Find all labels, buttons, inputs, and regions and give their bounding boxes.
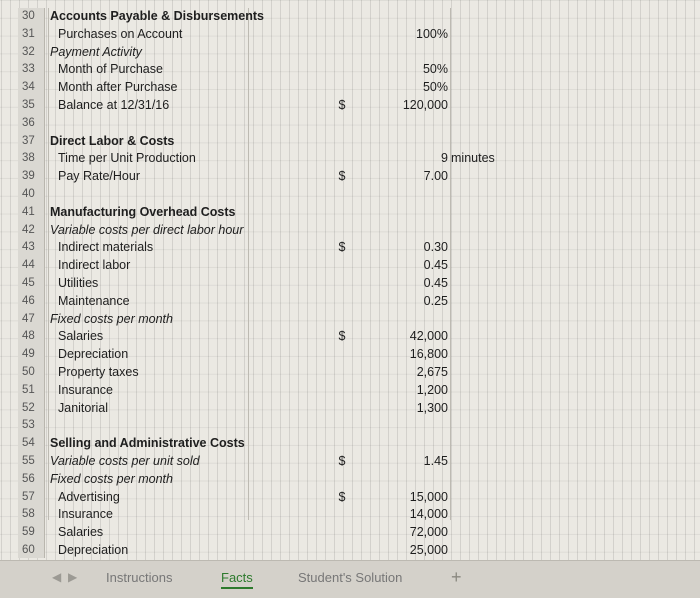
row-number[interactable]: 36 — [22, 116, 35, 129]
value-cell[interactable]: 50% — [422, 62, 448, 77]
add-sheet-icon[interactable]: + — [451, 567, 462, 587]
row-number[interactable]: 57 — [22, 490, 35, 503]
tab-instructions[interactable]: Instructions — [106, 570, 173, 585]
row-label-cell[interactable]: Depreciation — [58, 347, 129, 362]
table-row — [0, 346, 700, 364]
row-number[interactable]: 55 — [22, 455, 35, 467]
row-number[interactable]: 60 — [22, 544, 35, 556]
table-row — [0, 239, 700, 257]
next-sheet-icon[interactable]: ▶ — [68, 570, 78, 584]
row-label-cell[interactable]: Advertising — [58, 489, 120, 504]
row-number[interactable]: 50 — [22, 366, 35, 378]
value-cell[interactable]: 25,000 — [409, 543, 448, 557]
table-row — [0, 471, 700, 489]
row-label-cell[interactable]: Payment Activity — [50, 44, 142, 59]
currency-cell[interactable]: $ — [338, 454, 346, 468]
value-cell[interactable]: 15,000 — [409, 489, 448, 504]
table-row — [0, 133, 700, 151]
row-label-cell[interactable]: Fixed costs per month — [50, 471, 173, 486]
value-cell[interactable]: 1,300 — [416, 400, 448, 415]
row-label-cell[interactable]: Variable costs per direct labor hour — [50, 222, 244, 237]
table-row — [0, 382, 700, 400]
row-label-cell[interactable]: Fixed costs per month — [50, 311, 173, 326]
table-row — [0, 400, 700, 418]
table-row — [0, 115, 700, 133]
table-row — [0, 275, 700, 293]
row-number[interactable]: 43 — [22, 241, 35, 254]
row-label-cell[interactable]: Purchases on Account — [58, 26, 183, 41]
table-row — [0, 79, 700, 97]
row-number[interactable]: 52 — [22, 401, 35, 414]
value-cell[interactable]: 100% — [416, 26, 448, 41]
row-number[interactable]: 34 — [22, 81, 35, 94]
value-cell[interactable]: 0.30 — [423, 240, 448, 255]
row-number[interactable]: 32 — [22, 45, 35, 58]
table-row — [0, 435, 700, 453]
value-cell[interactable]: 72,000 — [409, 525, 448, 540]
currency-cell[interactable]: $ — [338, 169, 346, 184]
row-label-cell[interactable]: Month of Purchase — [58, 62, 163, 77]
value-cell[interactable]: 1.45 — [423, 454, 448, 468]
row-label-cell[interactable]: Insurance — [58, 507, 113, 522]
row-label-cell[interactable]: Janitorial — [58, 400, 109, 415]
row-number[interactable]: 37 — [22, 134, 35, 147]
table-row — [0, 8, 700, 26]
value-cell[interactable]: 0.45 — [423, 276, 448, 290]
currency-cell[interactable]: $ — [338, 98, 346, 112]
table-row — [0, 364, 700, 382]
row-number[interactable]: 42 — [22, 223, 35, 236]
value-cell[interactable]: 7.00 — [423, 169, 448, 184]
row-number[interactable]: 31 — [22, 27, 35, 40]
table-row — [0, 44, 700, 62]
row-number[interactable]: 35 — [22, 99, 35, 111]
table-row — [0, 542, 700, 560]
row-number[interactable]: 44 — [22, 259, 35, 272]
row-number[interactable]: 40 — [22, 188, 35, 200]
row-number[interactable]: 56 — [22, 472, 35, 485]
row-label-cell[interactable]: Indirect labor — [58, 258, 131, 273]
table-row — [0, 417, 700, 435]
row-label-cell[interactable]: Salaries — [58, 525, 104, 540]
row-number[interactable]: 49 — [22, 348, 35, 361]
row-label-cell[interactable]: Variable costs per unit sold — [50, 454, 200, 468]
currency-cell[interactable]: $ — [338, 489, 346, 504]
table-row — [0, 524, 700, 542]
row-label-cell[interactable]: Insurance — [58, 382, 113, 397]
row-label-cell[interactable]: Indirect materials — [58, 240, 154, 255]
row-number[interactable]: 58 — [22, 508, 35, 521]
tab-facts[interactable]: Facts — [221, 570, 253, 589]
row-label-cell[interactable]: Property taxes — [58, 365, 139, 379]
table-row — [0, 489, 700, 507]
row-label-cell[interactable]: Maintenance — [58, 293, 130, 308]
row-number[interactable]: 39 — [22, 170, 35, 183]
row-label-cell[interactable]: Balance at 12/31/16 — [58, 98, 170, 112]
unit-cell[interactable]: minutes — [451, 151, 495, 166]
row-number[interactable]: 46 — [22, 294, 35, 307]
table-row — [0, 453, 700, 471]
table-row — [0, 257, 700, 275]
row-label-cell[interactable]: Accounts Payable & Disbursements — [50, 9, 264, 23]
table-row — [0, 168, 700, 186]
table-row — [0, 186, 700, 204]
currency-cell[interactable]: $ — [338, 240, 346, 255]
currency-cell[interactable]: $ — [338, 329, 346, 344]
row-number[interactable]: 59 — [22, 526, 35, 539]
value-cell[interactable]: 42,000 — [409, 329, 448, 344]
table-row — [0, 293, 700, 311]
row-number[interactable]: 30 — [22, 10, 35, 22]
row-number[interactable]: 33 — [22, 63, 35, 76]
row-number[interactable]: 54 — [22, 437, 35, 450]
row-number[interactable]: 41 — [22, 205, 35, 218]
table-row — [0, 328, 700, 346]
value-cell[interactable]: 1,200 — [416, 382, 448, 397]
table-row — [0, 150, 700, 168]
table-row — [0, 222, 700, 240]
tab-students-solution[interactable]: Student's Solution — [298, 570, 403, 585]
prev-sheet-icon[interactable]: ◀ — [52, 570, 62, 584]
table-row — [0, 97, 700, 115]
value-cell[interactable]: 14,000 — [409, 507, 448, 522]
value-cell[interactable]: 2,675 — [416, 365, 448, 379]
row-label-cell[interactable]: Salaries — [58, 329, 104, 344]
value-cell[interactable]: 50% — [422, 80, 448, 95]
row-label-cell[interactable]: Manufacturing Overhead Costs — [50, 204, 236, 219]
table-row — [0, 204, 700, 222]
row-label-cell[interactable]: Month after Purchase — [58, 80, 178, 95]
row-number[interactable]: 53 — [22, 419, 35, 432]
row-label-cell[interactable]: Depreciation — [58, 543, 129, 557]
sheet-tab-bar — [0, 560, 700, 598]
row-number[interactable]: 47 — [22, 312, 35, 325]
table-row — [0, 506, 700, 524]
row-number[interactable]: 48 — [22, 330, 35, 343]
table-row — [0, 311, 700, 329]
row-label-cell[interactable]: Pay Rate/Hour — [58, 169, 140, 184]
value-cell[interactable]: 120,000 — [402, 98, 448, 112]
row-number[interactable]: 45 — [22, 277, 35, 289]
table-row — [0, 61, 700, 79]
row-number[interactable]: 38 — [22, 152, 35, 165]
table-row — [0, 26, 700, 44]
value-cell[interactable]: 0.25 — [423, 293, 448, 308]
row-label-cell[interactable]: Utilities — [58, 276, 99, 290]
value-cell[interactable]: 0.45 — [423, 258, 448, 273]
row-label-cell[interactable]: Selling and Administrative Costs — [50, 436, 245, 451]
row-label-cell[interactable]: Direct Labor & Costs — [50, 133, 175, 148]
row-label-cell[interactable]: Time per Unit Production — [58, 151, 196, 166]
value-cell[interactable]: 9 — [441, 151, 448, 166]
row-number[interactable]: 51 — [22, 383, 35, 396]
value-cell[interactable]: 16,800 — [409, 347, 448, 362]
